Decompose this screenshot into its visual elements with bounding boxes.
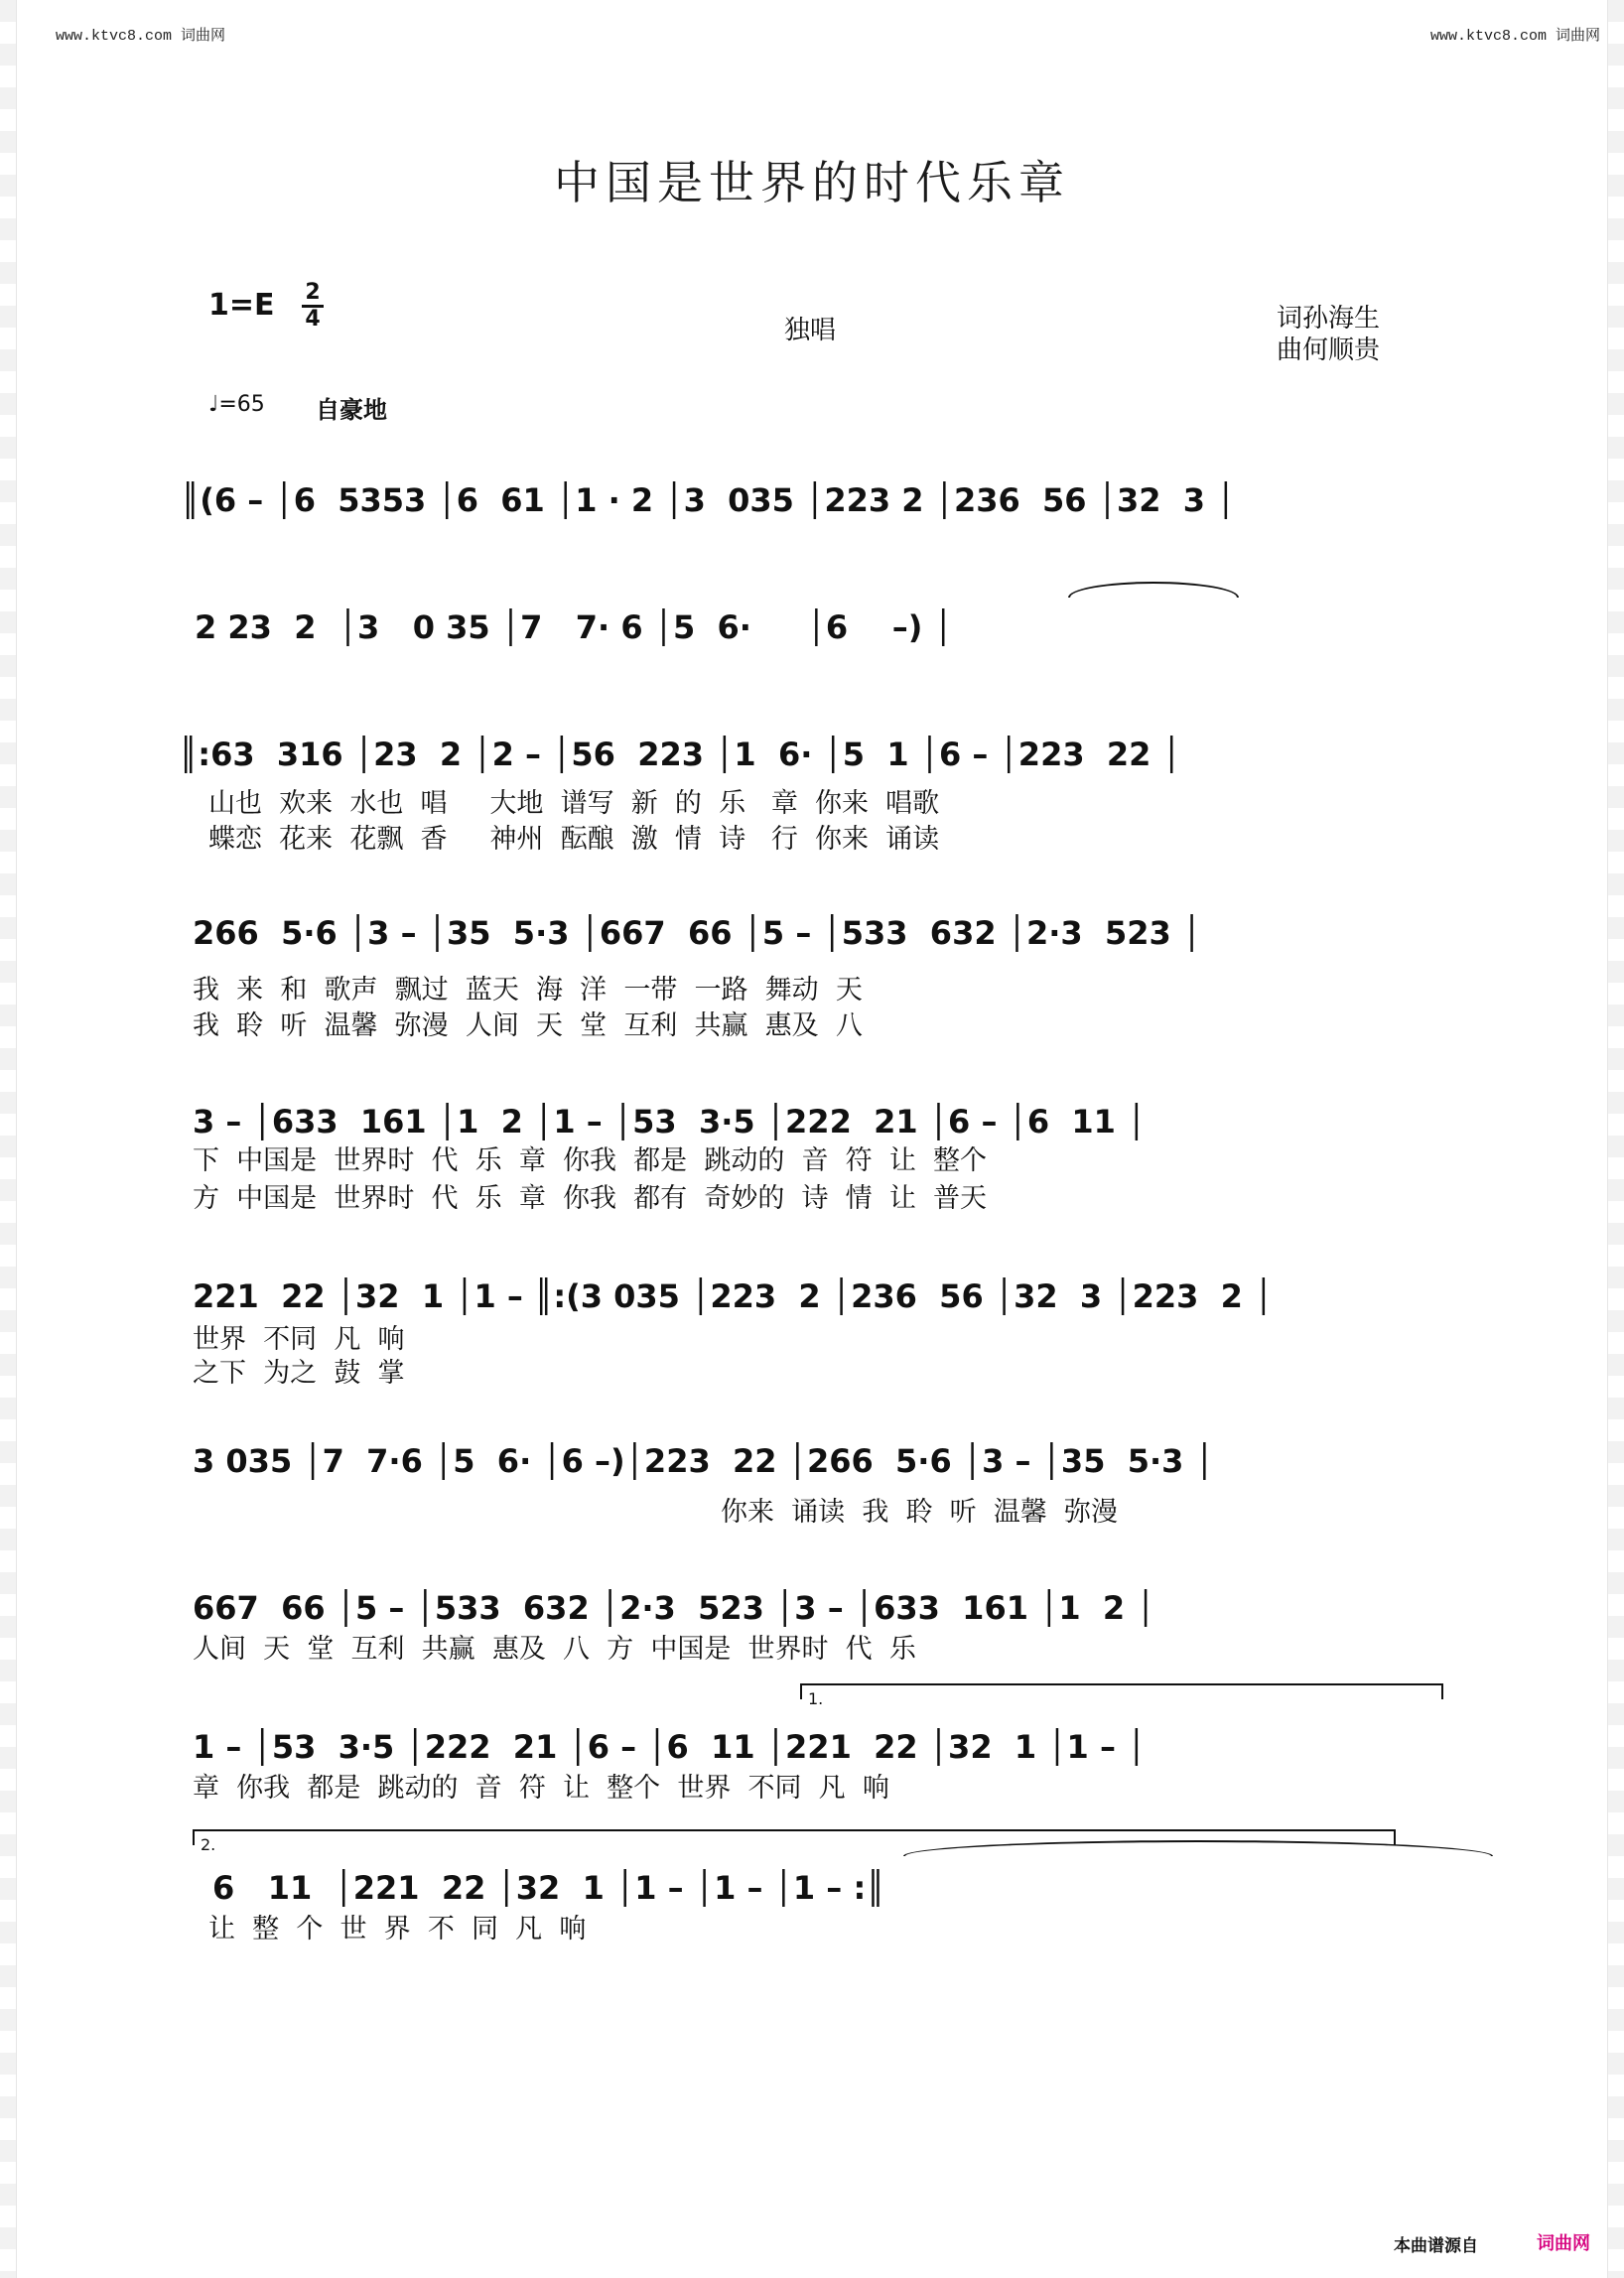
performance-type: 独唱 (784, 316, 837, 345)
notation: ║(6 – │6 5353 │6 61 │1 · 2 │3 035 │223 2 │236 56 │32 3 │ (181, 481, 1236, 519)
song-title: 中国是世界的时代乐章 (554, 156, 1070, 209)
lyrics-verse-2: 方 中国是 世界时 代 乐 章 你我 都有 奇妙的 诗 情 让 普天 (193, 1183, 987, 1214)
tempo-marking: ♩=65 (208, 392, 265, 417)
music-line-4 (185, 913, 1439, 1052)
lyrics-verse-2: 蝶恋 花来 花飘 香 神州 酝酿 激 情 诗 行 你来 诵读 (208, 824, 940, 855)
footer-site-logo[interactable]: 词曲网 (1537, 2233, 1590, 2254)
music-line-5 (185, 1102, 1439, 1241)
notation: 221 22 │32 1 │1 – ║:(3 035 │223 2 │236 56 │32 3 │223 2 │ (193, 1277, 1274, 1315)
footer-source-label: 本曲谱源自 (1394, 2236, 1478, 2256)
music-line-2 (185, 607, 1439, 746)
key-signature: 1=E (208, 288, 275, 323)
lyrics-verse-1: 世界 不同 凡 响 (193, 1324, 405, 1355)
lyrics-verse-1: 章 你我 都是 跳动的 音 符 让 整个 世界 不同 凡 响 (193, 1773, 889, 1804)
music-line-6 (185, 1276, 1439, 1415)
lyrics-verse-1: 山也 欢来 水也 唱 大地 谱写 新 的 乐 章 你来 唱歌 (208, 788, 940, 819)
volta-second-ending: 2. (193, 1829, 1396, 1845)
notation: 2 23 2 │3 0 35 │7 7· 6 │5 6· │6 –) │ (195, 608, 953, 646)
right-watermark-strip (1607, 0, 1624, 2278)
notation: 6 11 │221 22 │32 1 │1 – │1 – │1 – :║ (212, 1869, 885, 1907)
notation: 3 – │633 161 │1 2 │1 – │53 3·5 │222 21 │6 – │6 11 │ (193, 1103, 1147, 1140)
lyrics-verse-2: 之下 为之 鼓 掌 (193, 1358, 405, 1389)
header-site-left[interactable]: www.ktvc8.com 词曲网 (56, 28, 226, 45)
lyrics-verse-1: 让 整 个 世 界 不 同 凡 响 (208, 1914, 587, 1944)
lyrics-verse-1: 下 中国是 世界时 代 乐 章 你我 都是 跳动的 音 符 让 整个 (193, 1145, 987, 1176)
lyrics-verse-1: 人间 天 堂 互利 共赢 惠及 八 方 中国是 世界时 代 乐 (193, 1634, 916, 1665)
lyricist-credit: 词孙海生 (1277, 304, 1381, 334)
music-line-10 (185, 1868, 1439, 2007)
notation: 266 5·6 │3 – │35 5·3 │667 66 │5 – │533 632 │2·3 523 │ (193, 914, 1202, 952)
music-line-3 (179, 735, 1439, 873)
composer-credit: 曲何顺贵 (1277, 335, 1381, 365)
left-watermark-strip (0, 0, 17, 2278)
header-site-right[interactable]: www.ktvc8.com 词曲网 (1429, 28, 1600, 45)
time-signature-bottom: 4 (305, 307, 321, 332)
notation: ║:63 316 │23 2 │2 – │56 223 │1 6· │5 1 │6 – │223 22 │ (179, 736, 1181, 773)
notation: 667 66 │5 – │533 632 │2·3 523 │3 – │633 161 │1 2 │ (193, 1589, 1155, 1627)
lyrics-verse-1: 我 来 和 歌声 飘过 蓝天 海 洋 一带 一路 舞动 天 (193, 975, 863, 1005)
time-signature-top: 2 (305, 280, 321, 305)
music-line-1 (181, 480, 1439, 619)
lyrics-verse-1: 你来 诵读 我 聆 听 温馨 弥漫 (721, 1497, 1118, 1528)
volta-first-ending: 1. (800, 1683, 1443, 1699)
notation: 3 035 │7 7·6 │5 6· │6 –)│223 22 │266 5·6 │3 – │35 5·3 │ (193, 1442, 1214, 1480)
music-line-7 (185, 1441, 1439, 1580)
lyrics-verse-2: 我 聆 听 温馨 弥漫 人间 天 堂 互利 共赢 惠及 八 (193, 1010, 863, 1041)
expression-marking: 自豪地 (316, 396, 387, 424)
notation: 1 – │53 3·5 │222 21 │6 – │6 11 │221 22 │32 1 │1 – │ (193, 1728, 1147, 1766)
time-signature (302, 282, 324, 331)
